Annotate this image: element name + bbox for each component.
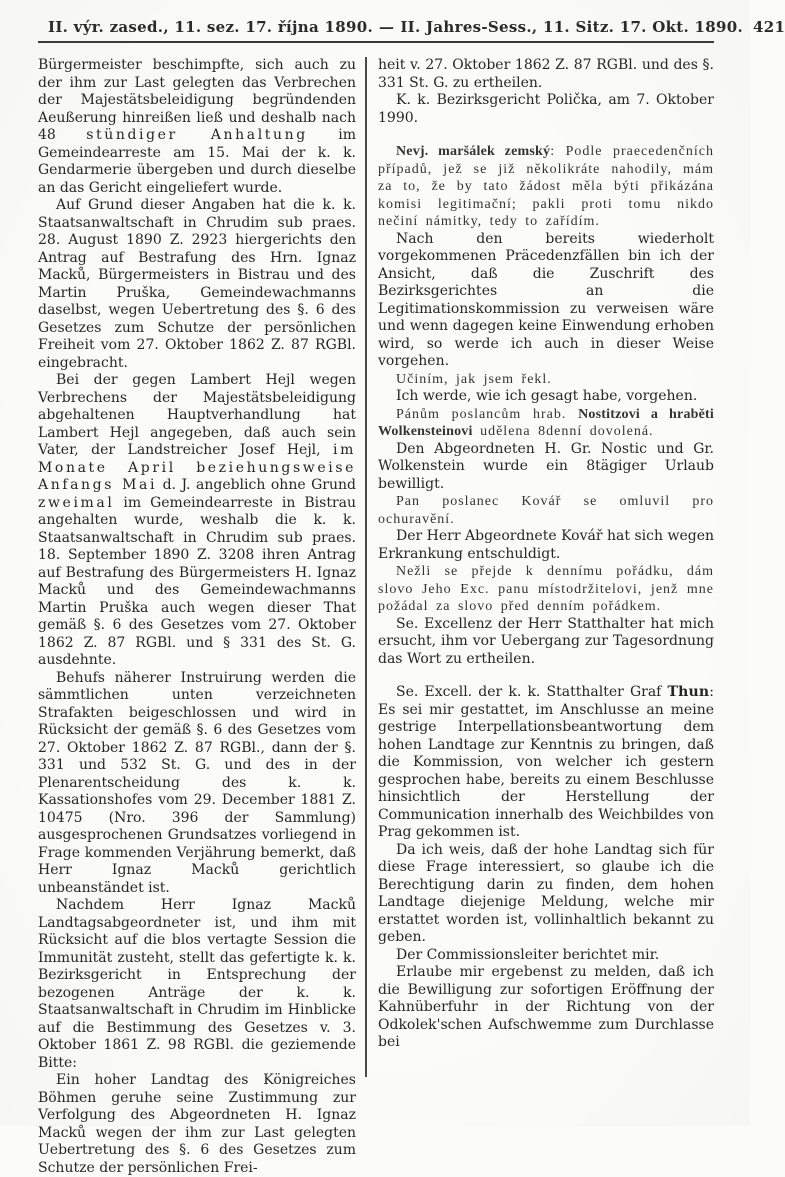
text-run: Učiním, jak jsem řekl. xyxy=(396,371,552,387)
text-run: Da ich weis, daß der hohe Landtag sich für diese Frage interessiert, so glaube ich die Berechtigung darin zu finden, dem hohen Landtage diejenige Meldung, welche mir erstattet worden ist, vollinhaltlich bekannt zu geben. xyxy=(378,841,714,945)
paragraph xyxy=(378,441,714,494)
text-run: stündiger Anhaltung xyxy=(86,127,308,143)
text-run: Erlaube mir ergebenst zu melden, daß ich die Bewilligung zur sofortigen Eröffnung der Kahnüberfuhr in der Richtung von der Odkolek'schen Aufschwemme zum Durchlasse bei xyxy=(378,964,714,1050)
paragraph xyxy=(378,563,714,616)
header-session-german: II. Jahres-Sess., 11. Sitz. 17. Okt. 1890. xyxy=(400,18,744,36)
paragraph xyxy=(378,493,714,528)
page-number: 421 xyxy=(753,18,785,36)
text-run: im Monate April beziehungsweise Anfangs Mai xyxy=(38,442,356,493)
text-run: Auf Grund dieser Angaben hat die k. k. Staatsanwaltschaft in Chrudim sub praes. 28. August 1890 Z. 2923 hiergerichts den Antrag auf Bestrafung des Hrn. Ignaz Macků, Bürgermeisters in Bistrau und des Martin Pruška, Gemeindewachmanns daselbst, wegen Uebertretung des §. 6 des Gesetzes zum Schutze der persönlichen Freiheit vom 27. Oktober 1862 Z. 87 RGBl. eingebracht. xyxy=(38,197,356,371)
speaker-name: Thun xyxy=(667,684,710,700)
text-run: udělena 8denní dovolená. xyxy=(472,424,654,439)
header-dash: — xyxy=(379,18,395,36)
text-run: : Podle praecedenčních případů, jež se již několikráte nahodily, mám za to, že by tato žádost měla býti přikázána komisi legitimační; pakli proti tomu nikdo nečiní námitky, tedy to zařídím. xyxy=(378,144,714,229)
text-run: Bürgermeister beschimpfte, sich auch zu der ihm zur Last gelegten das Verbrechen der Majestätsbeleidigung begründenden Aeußerung hinreißen ließ und deshalb nach 48 xyxy=(38,57,356,143)
paragraph xyxy=(378,406,714,441)
paragraph xyxy=(378,92,714,127)
text-run: Ich werde, wie ich gesagt habe, vorgehen. xyxy=(396,388,698,404)
text-run: im Gemeindearreste in Bistrau angehalten wurde, weshalb die k. k. Staatsanwaltschaft in Chrudim sub praes. 18. September 1890 Z. 3208 ihren Antrag auf Bestrafung des Bürgermeisters H. Ignaz Macků und des Gemeindewachmanns Martin Pruška auch wegen dieser That gemäß §. 6 des Gesetzes vom 27. Oktober 1862 Z. 87 RGBl. und § 331 des St. G. ausdehnte. xyxy=(38,494,356,668)
column-left xyxy=(38,57,365,1176)
text-run: : Es sei mir gestattet, im Anschlusse an meine gestrige Interpellationsbeantwortung dem hohen Landtage zur Kenntnis zu bringen, daß die Kommission, von welcher ich gestern gesprochen habe, bereits zu einem Beschlusse hinsichtlich der Herstellung der Communication innerhalb des Weichbildes von Prag gekommen ist. xyxy=(378,684,714,840)
text-run: Nachdem Herr Ignaz Macků Landtagsabgeordneter ist, und ihm mit Rücksicht auf die blos vertagte Session die Immunität zusteht, stellt das gefertigte k. k. Bezirksgericht in Entsprechung der bezogenen Anträge der k. k. Staatsanwaltschaft in Chrudim im Hinblicke auf die Bestimmung des Gesetzes v. 3. Oktober 1861 Z. 98 RGBl. die geziemende Bitte: xyxy=(38,897,356,1071)
paragraph xyxy=(38,197,356,372)
text-run: Der Commissionsleiter berichtet mir. xyxy=(396,946,660,963)
text-run: Se. Excell. der k. k. Statthalter Graf xyxy=(396,684,668,700)
text-run: Nežli se přejde k dennímu pořádku, dám slovo Jeho Exc. panu místodržitelovi, jenž mne požádal za slovo před denním pořádkem. xyxy=(378,564,714,614)
speaker-name: Nostitzovi a hraběti Wolkensteinovi xyxy=(378,406,714,439)
paragraph xyxy=(378,947,714,965)
text-run: Den Abgeordneten H. Gr. Nostic und Gr. Wolkenstein wurde ein 8tägiger Urlaub bewilligt. xyxy=(378,440,714,492)
text-run: im Gemeindearreste am 15. Mai der k. k. Gendarmerie übergeben und durch dieselbe an das Gericht eingeliefert wurde. xyxy=(38,127,356,196)
paragraph xyxy=(38,372,356,670)
text-run: Se. Excellenz der Herr Statthalter hat mich ersucht, ihm vor Uebergang zur Tagesordnung das Wort zu ertheilen. xyxy=(378,615,714,667)
text-run: Nach den bereits wiederholt vorgekommenen Präcedenzfällen bin ich der Ansicht, daß die Zuschrift des Bezirksgerichtes an die Legitimationskommission zu verweisen wäre und wenn dagegen keine Einwendung erhoben wird, so werde ich auch in dieser Weise vorgehen. xyxy=(378,230,714,369)
page-header xyxy=(38,14,785,38)
paragraph xyxy=(38,1072,356,1177)
text-run: Pan poslanec Kovář se omluvil pro ochuravění. xyxy=(378,494,714,527)
header-rule xyxy=(38,41,714,43)
text-run: Ein hoher Landtag des Königreiches Böhmen geruhe seine Zustimmung zur Verfolgung des Abgeordneten H. Ignaz Macků wegen der ihm zur Last gelegten Uebertretung des §. 6 des Gesetzes zum Schutze der persönlichen Frei- xyxy=(38,1072,356,1176)
paragraph xyxy=(378,842,714,947)
paragraph xyxy=(38,670,356,898)
text-columns xyxy=(38,57,714,1176)
text-run: Behufs näherer Instruirung werden die sämmtlichen unten verzeichneten Strafakten beigeschlossen und wird in Rücksicht der gemäß §. 6 des Gesetzes vom 27. Oktober 1862 Z. 87 RGBl., dann der §. 331 und 532 St. G. und des in der Plenarentscheidung des k. k. Kassationshofes vom 29. December 1881 Z. 10475 (Nro. 396 der Sammlung) ausgesprochenen Grundsatzes vorliegend in Frage kommenden Verjährung bemerkt, daß Herr Ignaz Macků gerichtlich unbeanständet ist. xyxy=(38,669,356,896)
text-run: heit v. 27. Oktober 1862 Z. 87 RGBl. und des §. 331 St. G. zu ertheilen. xyxy=(378,57,714,91)
column-right xyxy=(367,57,714,1077)
text-run: d. J. angeblich ohne Grund xyxy=(157,477,356,493)
text-run: Bei der gegen Lambert Hejl wegen Verbrechens der Majestätsbeleidigung abgehaltenen Hauptverhandlung hat Lambert Hejl angegeben, daß auch sein Vater, der Landstreicher Josef Hejl, xyxy=(38,372,356,458)
paragraph xyxy=(378,964,714,1052)
paragraph xyxy=(378,528,714,563)
text-run: Pánům poslancům hrab. xyxy=(396,406,579,422)
paragraph xyxy=(378,143,714,231)
speaker-name: Nevj. maršálek zemský xyxy=(396,144,551,159)
paragraph xyxy=(378,616,714,669)
text-run: Der Herr Abgeordnete Kovář hat sich wegen Erkrankung entschuldigt. xyxy=(378,528,714,562)
paragraph xyxy=(378,684,714,842)
paragraph xyxy=(38,57,356,197)
paragraph xyxy=(378,371,714,389)
paragraph xyxy=(378,231,714,371)
paragraph xyxy=(378,388,714,406)
text-run: zweimal xyxy=(38,494,115,511)
paragraph xyxy=(378,57,714,92)
text-run: K. k. Bezirksgericht Polička, am 7. Oktober 1990. xyxy=(378,92,714,126)
paragraph xyxy=(38,897,356,1072)
header-session-czech: II. výr. zased., 11. sez. 17. října 1890. xyxy=(48,18,373,36)
